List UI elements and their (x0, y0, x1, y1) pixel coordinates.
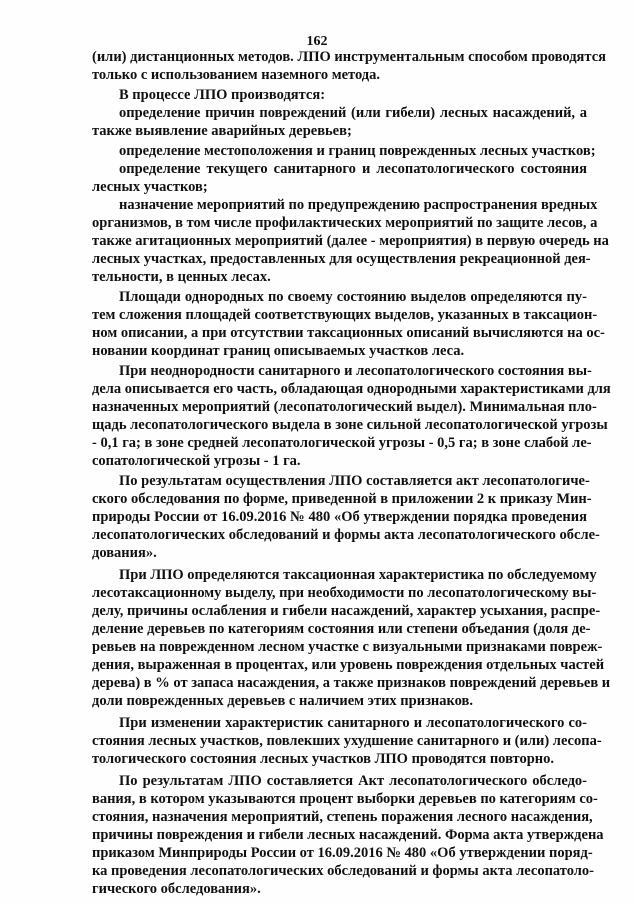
text-line: дела описывается его часть, обладающая однородными характеристиками для (92, 381, 611, 397)
text-line: По результатам осуществления ЛПО составляется акт лесопатологиче- (119, 473, 590, 489)
text-line: только с использованием наземного метода. (92, 67, 380, 83)
text-line: стояния лесных участков, повлекших ухудшение санитарного и (или) лесопа- (92, 733, 602, 749)
text-line: природы России от 16.09.2016 № 480 «Об утверждении порядка проведения (92, 509, 587, 525)
text-line: определение текущего санитарного и лесопатологического состояния (119, 161, 587, 177)
text-line: также выявление аварийных деревьев; (92, 123, 352, 139)
text-line: В процессе ЛПО производятся: (119, 87, 326, 103)
text-line: лесопатологических обследований и формы акта лесопатологического обсле- (92, 527, 600, 543)
text-line: тем сложения площадей соответствующих выделов, указанных в таксацион- (92, 307, 598, 323)
text-line: По результатам ЛПО составляется Акт лесопатологического обследо- (119, 773, 587, 789)
text-line: ревьев на поврежденном лесном участке с визуальными признаками повреж- (92, 639, 603, 655)
text-line: При ЛПО определяются таксационная характеристика по обследуемому (119, 567, 597, 583)
text-line: приказом Минприроды России от 16.09.2016 № 480 «Об утверждении поряд- (92, 845, 593, 861)
text-line: делу, причины ослабления и гибели насаждений, характер усыхания, распре- (92, 603, 601, 619)
text-line: лесных участках, предоставленных для осуществления рекреационной дея- (92, 251, 591, 267)
text-line: При изменении характеристик санитарного и лесопатологического со- (119, 715, 587, 731)
text-line: дерева) в % от запаса насаждения, а также признаков повреждений деревьев и (92, 675, 611, 691)
text-line: тологического состояния лесных участков ЛПО проводятся повторно. (92, 751, 555, 767)
text-line: определение причин повреждений (или гибели) лесных насаждений, а (119, 105, 587, 121)
text-line: лесотаксационному выделу, при необходимости по лесопатологическому вы- (92, 585, 597, 601)
text-line: лесных участков; (92, 179, 208, 195)
text-line: ка проведения лесопатологических обследований и формы акта лесопатоло- (92, 863, 595, 879)
text-line: ном описании, а при отсутствии таксационных описаний вычисляются на ос- (92, 325, 605, 341)
text-line: ского обследования по форме, приведенной в приложении 2 к приказу Мин- (92, 491, 592, 507)
page-number: 162 (306, 34, 328, 49)
text-line: дования». (92, 545, 157, 561)
text-line: тельности, в ценных лесах. (92, 269, 271, 285)
text-line: дения, выраженная в процентах, или уровень повреждения отдельных частей (92, 657, 605, 673)
text-line: сопатологической угрозы - 1 га. (92, 453, 301, 469)
text-line: (или) дистанционных методов. ЛПО инструментальным способом проводятся (92, 49, 606, 65)
text-line: организмов, в том числе профилактических мероприятий по защите лесов, а (92, 215, 598, 231)
text-line: При неоднородности санитарного и лесопатологического состояния вы- (119, 363, 592, 379)
text-line: причины повреждения и гибели лесных насаждений. Форма акта утверждена (92, 827, 604, 843)
text-line: щадь лесопатологического выдела в зоне сильной лесопатологической угрозы (92, 417, 608, 433)
text-line: - 0,1 га; в зоне средней лесопатологической угрозы - 0,5 га; в зоне слабой ле- (92, 435, 592, 451)
text-line: гического обследования». (92, 881, 261, 897)
text-line: вания, в котором указываются процент выборки деревьев по категориям со- (92, 791, 598, 807)
text-line: новании координат границ описываемых участков леса. (92, 343, 465, 359)
text-line: назначение мероприятий по предупреждению распространения вредных (119, 197, 598, 213)
text-line: назначенных мероприятий (лесопатологический выдел). Минимальная пло- (92, 399, 597, 415)
text-line: доли поврежденных деревьев с наличием этих признаков. (92, 693, 474, 709)
text-line: стояния, назначения мероприятий, степень поражения лесного насаждения, (92, 809, 593, 825)
text-line: определение местоположения и границ поврежденных лесных участков; (119, 143, 596, 159)
text-line: Площади однородных по своему состоянию выделов определяются пу- (119, 289, 587, 305)
text-line: деление деревьев по категориям состояния или степени объедания (доля де- (92, 621, 591, 637)
text-line: также агитационных мероприятий (далее - мероприятия) в первую очередь на (92, 233, 609, 249)
